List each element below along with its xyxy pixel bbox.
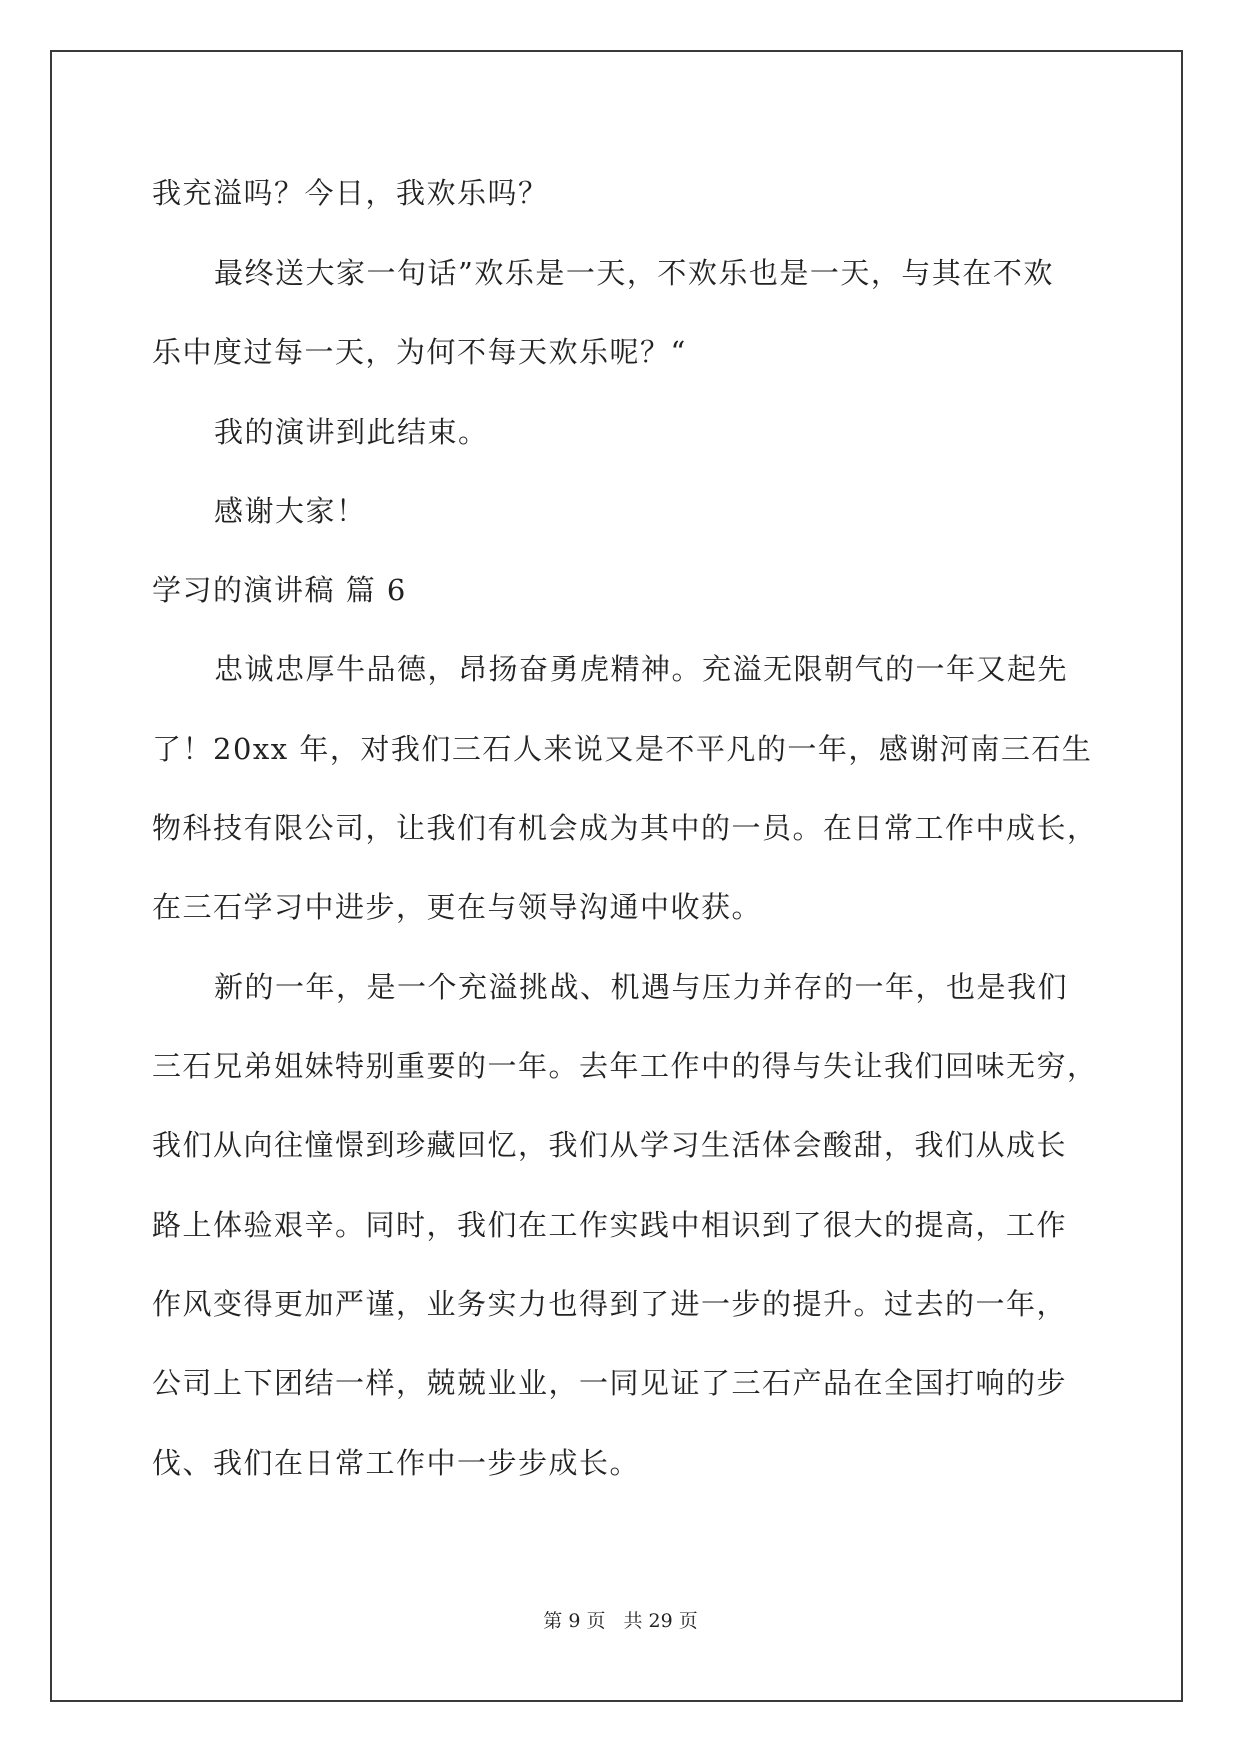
- text-line: 忠诚忠厚牛品德，昂扬奋勇虎精神。充溢无限朝气的一年又起先: [214, 652, 1069, 686]
- text-line: 了！20xx 年，对我们三石人来说又是不平凡的一年，感谢河南三石生: [152, 732, 1093, 766]
- text-line: 在三石学习中进步，更在与领导沟通中收获。: [152, 890, 763, 924]
- text-line: 最终送大家一句话”欢乐是一天，不欢乐也是一天，与其在不欢: [214, 256, 1054, 290]
- section-heading: 学习的演讲稿 篇 6: [152, 573, 407, 607]
- page-number: 第 9 页: [543, 1610, 606, 1632]
- page-total: 共 29 页: [623, 1610, 698, 1632]
- text-line: 新的一年，是一个充溢挑战、机遇与压力并存的一年，也是我们: [214, 970, 1069, 1004]
- text-line: 感谢大家！: [214, 494, 367, 528]
- text-line: 路上体验艰辛。同时，我们在工作实践中相识到了很大的提高，工作: [152, 1208, 1068, 1242]
- text-line: 我充溢吗？今日，我欢乐吗？: [152, 176, 549, 210]
- text-line: 公司上下团结一样，兢兢业业，一同见证了三石产品在全国打响的步: [152, 1366, 1068, 1400]
- text-line: 物科技有限公司，让我们有机会成为其中的一员。在日常工作中成长，: [152, 811, 1098, 845]
- text-line: 伐、我们在日常工作中一步步成长。: [152, 1446, 641, 1480]
- text-line: 我们从向往憧憬到珍藏回忆，我们从学习生活体会酸甜，我们从成长: [152, 1128, 1068, 1162]
- page-footer: [0, 1609, 1241, 1633]
- text-line: 作风变得更加严谨，业务实力也得到了进一步的提升。过去的一年，: [152, 1287, 1068, 1321]
- text-line: 三石兄弟姐妹特别重要的一年。去年工作中的得与失让我们回味无穷，: [152, 1049, 1098, 1083]
- text-line: 乐中度过每一天，为何不每天欢乐呢？“: [152, 335, 687, 369]
- text-line: 我的演讲到此结束。: [214, 415, 489, 449]
